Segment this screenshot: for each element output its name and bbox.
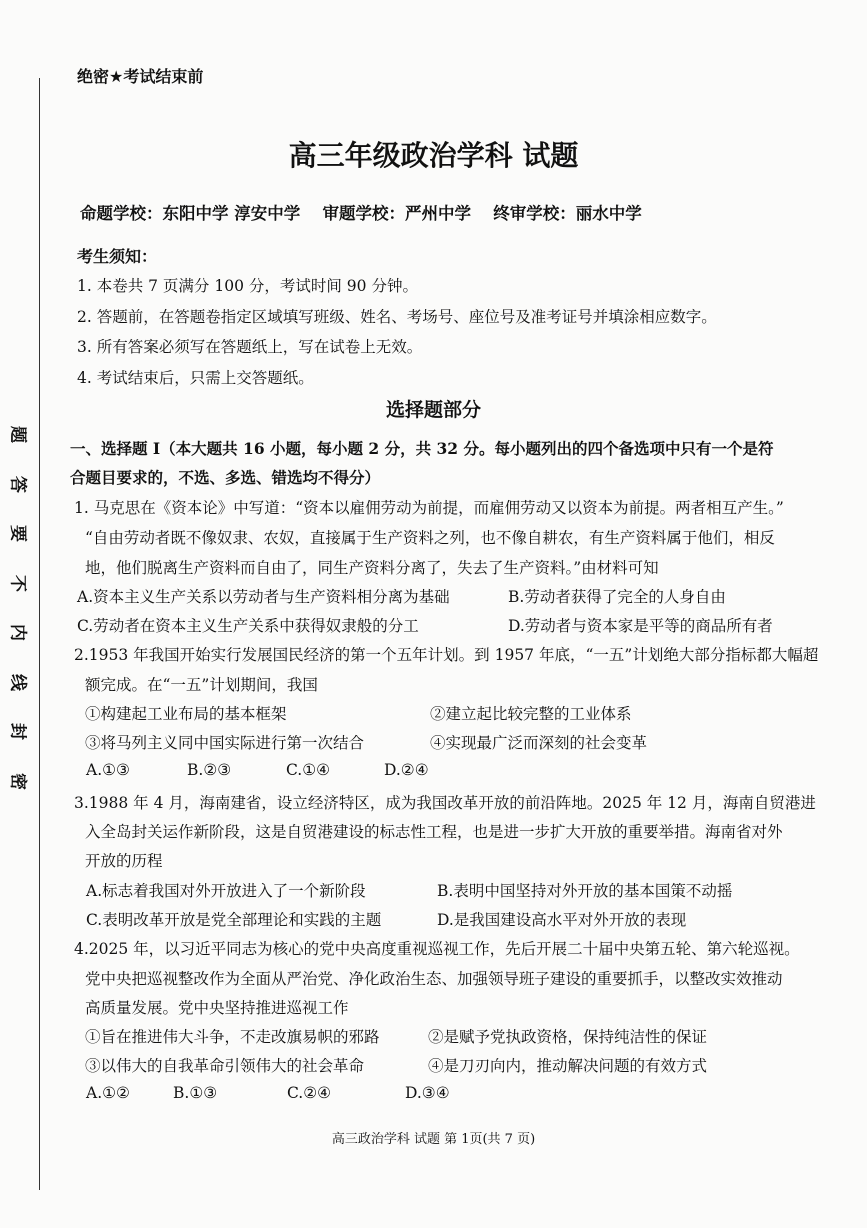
binding-char: 答 (7, 475, 28, 493)
question-1-line: “自由劳动者既不像奴隶、农奴，直接属于生产资料之列，也不像自耕农，有生产资料属于他们，相反 (85, 529, 775, 547)
question-4-line: 4.2025 年，以习近平同志为核心的党中央高度重视巡视工作，先后开展二十届中央第五轮、第六轮巡视。 (74, 940, 800, 958)
binding-char: 内 (7, 624, 28, 642)
question-2-option-b: B.②③ (187, 761, 232, 779)
question-3-line: 入全岛封关运作新阶段，这是自贸港建设的标志性工程，也是进一步扩大开放的重要举措。海南省对外 (85, 823, 783, 841)
question-1-option-b: B.劳动者获得了完全的人身自由 (508, 588, 726, 606)
question-2-option-c: C.①④ (286, 761, 331, 779)
section-title: 选择题部分 (385, 399, 481, 421)
binding-char: 要 (7, 525, 28, 543)
question-4-statement: ④是刀刃向内，推动解决问题的有效方式 (428, 1057, 708, 1075)
school-info: 命题学校：东阳中学 淳安中学 审题学校：严州中学 终审学校：丽水中学 (80, 204, 642, 223)
notice-item: 2. 答题前，在答题卷指定区域填写班级、姓名、考场号、座位号及准考证号并填涂相应数字。 (77, 308, 717, 326)
question-2-statement: ③将马列主义同中国实际进行第一次结合 (85, 734, 365, 752)
notice-item: 1. 本卷共 7 页满分 100 分，考试时间 90 分钟。 (77, 277, 418, 295)
notice-item: 4. 考试结束后，只需上交答题纸。 (77, 369, 314, 387)
part-instruction: 一、选择题 I（本大题共 16 小题，每小题 2 分，共 32 分。每小题列出的四个备选项中只有一个是符 (70, 439, 774, 458)
binding-char: 线 (7, 673, 28, 691)
question-2-line: 2.1953 年我国开始实行发展国民经济的第一个五年计划。到 1957 年底，“一五”计划绝大部分指标都大幅超 (74, 646, 819, 664)
question-2-statement: ②建立起比较完整的工业体系 (430, 705, 632, 723)
question-4-line: 党中央把巡视整改作为全面从严治党、净化政治生态、加强领导班子建设的重要抓手，以整改实效推动 (85, 970, 783, 988)
question-1-option-a: A.资本主义生产关系以劳动者与生产资料相分离为基础 (77, 588, 450, 606)
question-2-statement: ①构建起工业布局的基本框架 (85, 705, 287, 723)
binding-char: 不 (7, 574, 28, 592)
question-1-option-d: D.劳动者与资本家是平等的商品所有者 (508, 617, 773, 635)
question-4-option-c: C.②④ (287, 1084, 332, 1102)
binding-warning (7, 422, 33, 794)
question-2-option-d: D.②④ (384, 761, 429, 779)
question-3-line: 3.1988 年 4 月，海南建省，设立经济特区，成为我国改革开放的前沿阵地。2025 年 12 月，海南自贸港进 (74, 794, 816, 812)
question-4-statement: ③以伟大的自我革命引领伟大的社会革命 (85, 1057, 365, 1075)
binding-char: 密 (7, 772, 28, 790)
binding-line (39, 78, 40, 1190)
question-3-line: 开放的历程 (85, 852, 163, 870)
question-2-line: 额完成。在“一五”计划期间，我国 (85, 676, 318, 694)
binding-char: 封 (7, 723, 28, 741)
notice-item: 3. 所有答案必须写在答题纸上，写在试卷上无效。 (77, 338, 423, 356)
page-footer: 高三政治学科 试题 第 1页(共 7 页) (331, 1132, 536, 1147)
question-2-option-a: A.①③ (86, 761, 130, 779)
question-4-statement: ①旨在推进伟大斗争，不走改旗易帜的邪路 (85, 1028, 380, 1046)
question-4-option-b: B.①③ (173, 1084, 218, 1102)
question-1-option-c: C.劳动者在资本主义生产关系中获得奴隶般的分工 (77, 617, 419, 635)
question-1-line: 1. 马克思在《资本论》中写道：“资本以雇佣劳动为前提，而雇佣劳动又以资本为前提。两者相互产生。” (74, 499, 784, 517)
question-3-option-d: D.是我国建设高水平对外开放的表现 (437, 911, 687, 929)
question-2-statement: ④实现最广泛而深刻的社会变革 (430, 734, 648, 752)
binding-char: 题 (7, 426, 28, 443)
question-3-option-c: C.表明改革开放是党全部理论和实践的主题 (86, 911, 382, 929)
notice-heading: 考生须知： (77, 247, 158, 266)
question-3-option-a: A.标志着我国对外开放进入了一个新阶段 (86, 882, 366, 900)
page-title: 高三年级政治学科 试题 (288, 139, 579, 172)
question-1-line: 地，他们脱离生产资料而自由了，同生产资料分离了，失去了生产资料。”由材料可知 (85, 559, 659, 577)
question-4-line: 高质量发展。党中央坚持推进巡视工作 (85, 999, 349, 1017)
question-4-option-d: D.③④ (405, 1084, 450, 1102)
question-4-statement: ②是赋予党执政资格，保持纯洁性的保证 (428, 1028, 708, 1046)
secret-label: 绝密★考试结束前 (77, 67, 204, 86)
question-4-option-a: A.①② (86, 1084, 130, 1102)
question-3-option-b: B.表明中国坚持对外开放的基本国策不动摇 (437, 882, 733, 900)
part-instruction: 合题目要求的，不选、多选、错选均不得分） (70, 468, 381, 487)
